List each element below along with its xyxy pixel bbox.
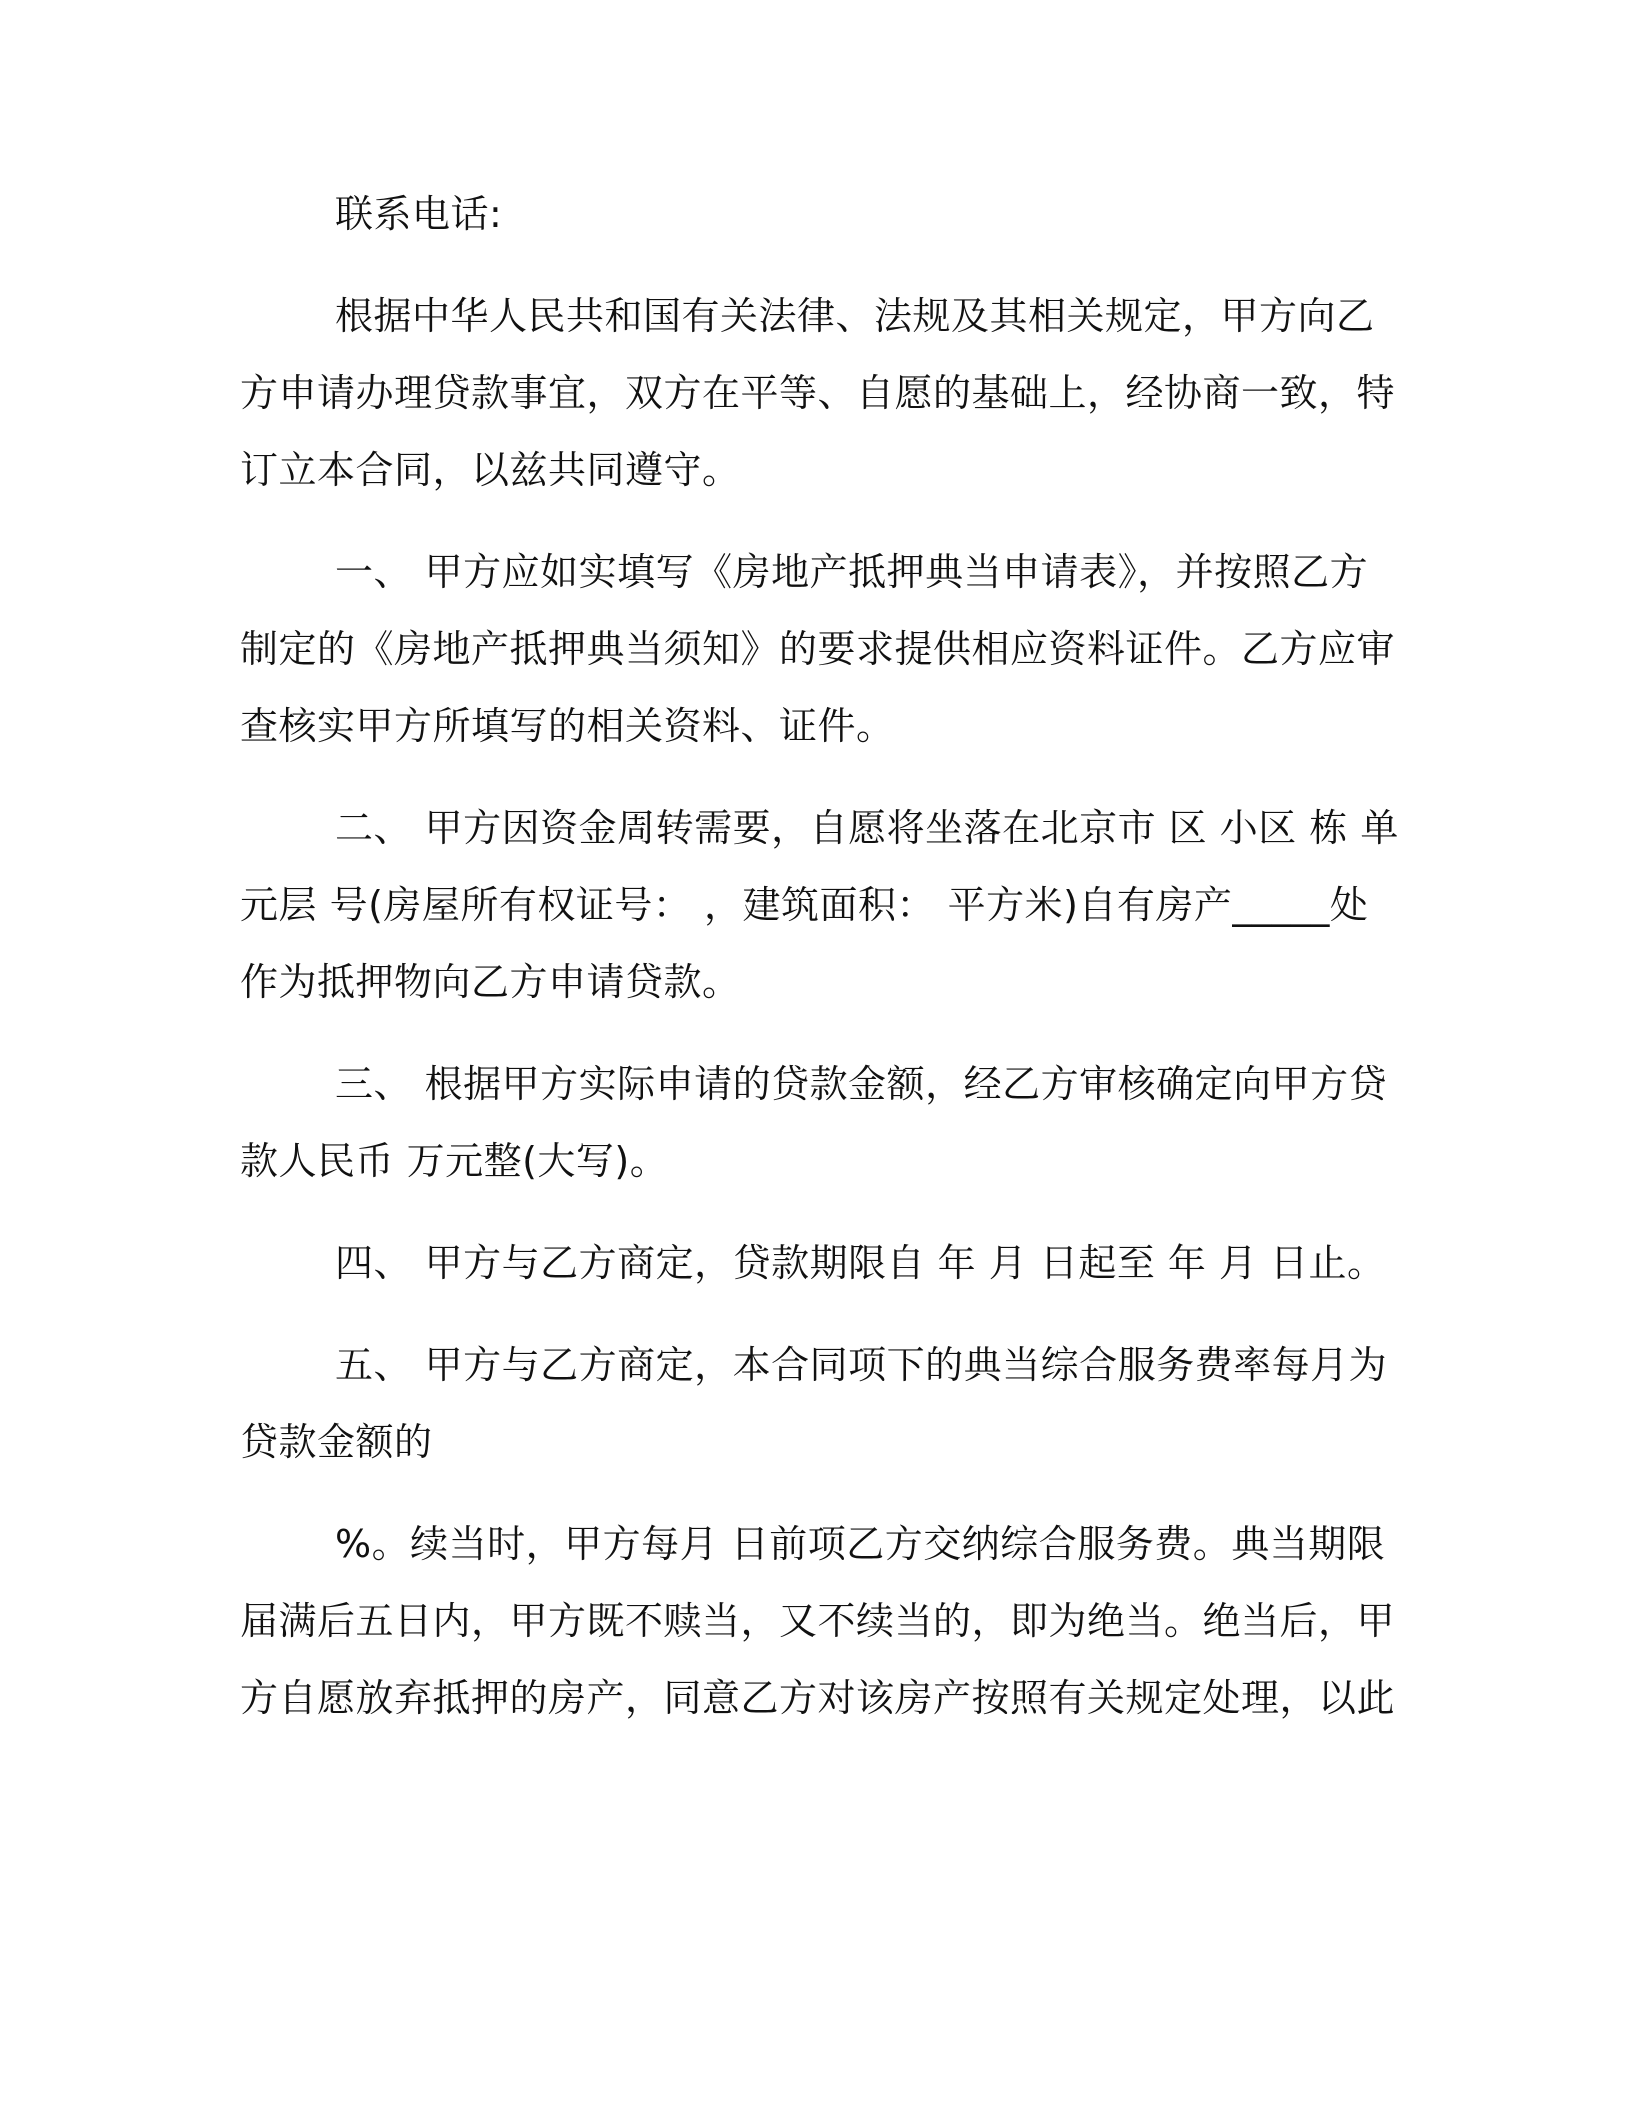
preamble-paragraph: 根据中华人民共和国有关法律、法规及其相关规定，甲方向乙方申请办理贷款事宜，双方在平等、自愿的基础上，经协商一致，特订立本合同，以兹共同遵守。 bbox=[240, 294, 1396, 492]
clause-1-paragraph: 一、 甲方应如实填写《房地产抵押典当申请表》，并按照乙方制定的《房地产抵押典当须知》的要求提供相应资料证件。乙方应审查核实甲方所填写的相关资料、证件。 bbox=[240, 550, 1396, 748]
document-page bbox=[240, 176, 1400, 1737]
contact-phone-line: 联系电话: bbox=[335, 192, 503, 236]
clause-2-paragraph: 二、 甲方因资金周转需要，自愿将坐落在北京市 区 小区 栋 单元层 号(房屋所有权证号： ，建筑面积： 平方米)自有房产_____处作为抵押物向乙方申请贷款。 bbox=[240, 806, 1399, 1004]
clause-5-paragraph: 五、 甲方与乙方商定，本合同项下的典当综合服务费率每月为贷款金额的 bbox=[240, 1343, 1388, 1464]
clause-3-paragraph: 三、 根据甲方实际申请的贷款金额，经乙方审核确定向甲方贷款人民币 万元整(大写)。 bbox=[240, 1062, 1388, 1183]
clause-4-paragraph: 四、 甲方与乙方商定，贷款期限自 年 月 日起至 年 月 日止。 bbox=[335, 1241, 1386, 1285]
clause-5-continuation-paragraph: %。续当时，甲方每月 日前项乙方交纳综合服务费。典当期限届满后五日内，甲方既不赎当，又不续当的，即为绝当。绝当后，甲方自愿放弃抵押的房产，同意乙方对该房产按照有关规定处理，以此 bbox=[240, 1522, 1396, 1720]
